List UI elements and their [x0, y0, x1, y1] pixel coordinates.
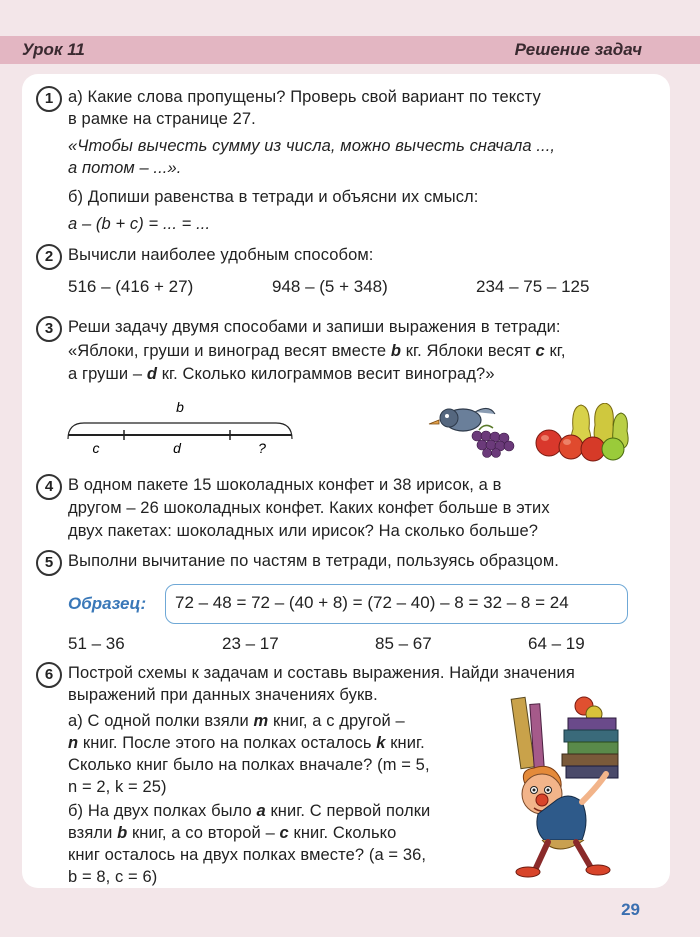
diagram-label-c: c: [92, 440, 100, 456]
task-1-b-line: б) Допиши равенства в тетради и объясни их смысл:: [68, 188, 479, 206]
page-number: 29: [621, 900, 640, 919]
task-5-number: 5: [36, 550, 62, 576]
diagram-label-question: ?: [258, 440, 266, 456]
task-5-expr-3: 85 – 67: [375, 634, 432, 653]
task-1-line1: а) Какие слова пропущены? Проверь свой вариант по тексту: [68, 88, 541, 106]
header-band: [0, 36, 700, 64]
segment-diagram: [60, 395, 305, 460]
task-6-b-line3: книг осталось на двух полках вместе? (a = 36,: [68, 846, 427, 864]
task-2-number: 2: [36, 244, 62, 270]
topic-title: Решение задач: [514, 40, 642, 59]
task-3-line1: Реши задачу двумя способами и запиши выражения в тетради:: [68, 318, 561, 336]
diagram-label-d: d: [173, 440, 181, 456]
task-6-line1: Построй схемы к задачам и составь выражения. Найди значения: [68, 664, 575, 682]
task-5-text: Выполни вычитание по частям в тетради, пользуясь образцом.: [68, 552, 559, 570]
task-4-line2: другом – 26 шоколадных конфет. Каких конфет больше в этих: [68, 499, 550, 517]
bird-with-grapes-illustration: [425, 400, 525, 460]
task-1-line2: в рамке на странице 27.: [68, 110, 256, 128]
lesson-title: Урок 11: [22, 40, 85, 59]
task-4-line3: двух пакетах: шоколадных или ирисок? На сколько больше?: [68, 522, 539, 540]
diagram-label-total: b: [176, 399, 184, 415]
task-1-quote2: а потом – ...».: [68, 159, 182, 177]
task-5-expr-4: 64 – 19: [528, 634, 585, 653]
diagram-brace: [68, 423, 292, 439]
task-6-b-line1: б) На двух полках было a книг. С первой полки: [68, 802, 431, 820]
task-2-expr-1: 516 – (416 + 27): [68, 277, 194, 296]
task-6-line2: выражений при данных значениях букв.: [68, 686, 378, 704]
task-3-number: 3: [36, 316, 62, 342]
character-carrying-books-illustration: [498, 690, 648, 885]
task-3-line2: «Яблоки, груши и виноград весят вместе b кг. Яблоки весят c кг,: [68, 342, 566, 360]
sample-expression: 72 – 48 = 72 – (40 + 8) = (72 – 40) – 8 = 32 – 8 = 24: [175, 593, 569, 612]
task-1-number: 1: [36, 86, 62, 112]
task-1-formula: a – (b + c) = ... = ...: [68, 215, 211, 233]
task-2-text: Вычисли наиболее удобным способом:: [68, 246, 374, 264]
task-5-expr-1: 51 – 36: [68, 634, 125, 653]
task-3-line3: а груши – d кг. Сколько килограммов весит виноград?»: [68, 365, 495, 383]
task-5-expr-2: 23 – 17: [222, 634, 279, 653]
task-6-b-line2: взяли b книг, а со второй – c книг. Сколько: [68, 824, 397, 842]
task-6-number: 6: [36, 662, 62, 688]
task-6-b-line4: b = 8, c = 6): [68, 868, 158, 886]
task-2-expr-3: 234 – 75 – 125: [476, 277, 590, 296]
task-4-line1: В одном пакете 15 шоколадных конфет и 38 ирисок, а в: [68, 476, 502, 494]
task-4-number: 4: [36, 474, 62, 500]
task-6-a-line3: Сколько книг было на полках вначале? (m = 5,: [68, 756, 430, 774]
task-1-quote1: «Чтобы вычесть сумму из числа, можно вычесть сначала ...,: [68, 137, 556, 155]
apples-and-pears-illustration: [533, 403, 633, 463]
task-6-a-line1: а) С одной полки взяли m книг, а с другой –: [68, 712, 405, 730]
task-6-a-line2: n книг. После этого на полках осталось k книг.: [68, 734, 425, 752]
task-2-expr-2: 948 – (5 + 348): [272, 277, 388, 296]
task-6-a-line4: n = 2, k = 25): [68, 778, 167, 796]
sample-label: Образец:: [68, 594, 147, 613]
